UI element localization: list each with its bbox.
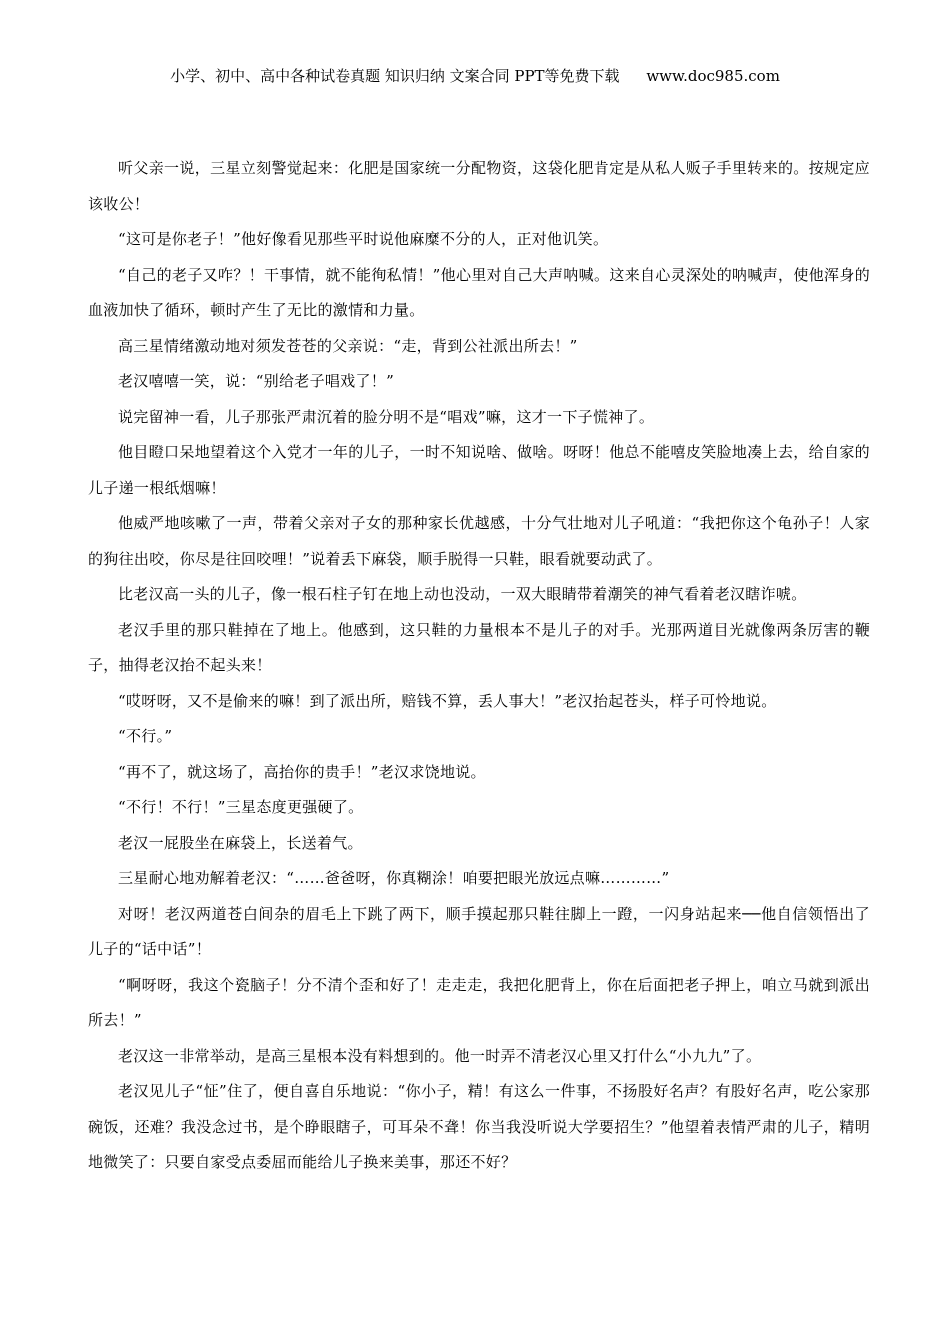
paragraph: 听父亲一说，三星立刻警觉起来：化肥是国家统一分配物资，这袋化肥肯定是从私人贩子手里转来的。按规定应该收公！ [88, 159, 870, 213]
paragraph: “哎呀呀，又不是偷来的嘛！到了派出所，赔钱不算，丢人事大！”老汉抬起苍头，样子可怜地说。 [118, 691, 777, 710]
paragraph: 高三星情绪激动地对须发苍苍的父亲说：“走，背到公社派出所去！” [118, 336, 578, 355]
paragraph: “再不了，就这场了，高抬你的贵手！”老汉求饶地说。 [118, 762, 486, 781]
paragraph: 老汉见儿子“怔”住了，便自喜自乐地说：“你小子，精！有这么一件事，不扬股好名声？有股好名声，吃公家那碗饭，还难？我没念过书，是个睁眼瞎子，可耳朵不聋！你当我没听说大学要招生？”他望着表情严肃的儿子，精明地微笑了：只要自家受点委屈而能给儿子换来美事，那还不好？ [88, 1082, 870, 1171]
article-body [88, 151, 870, 1181]
header-url[interactable]: www.doc985.com [646, 67, 780, 85]
paragraph: 他目瞪口呆地望着这个入党才一年的儿子，一时不知说啥、做啥。呀呀！他总不能嘻皮笑脸地凑上去，给自家的儿子递一根纸烟嘛！ [88, 443, 870, 497]
paragraph: 老汉手里的那只鞋掉在了地上。他感到，这只鞋的力量根本不是儿子的对手。光那两道目光就像两条厉害的鞭子，抽得老汉抬不起头来！ [88, 620, 870, 674]
paragraph: 老汉一屁股坐在麻袋上，长送着气。 [118, 833, 363, 852]
paragraph: “不行。” [118, 727, 173, 745]
paragraph: 对呀！老汉两道苍白间杂的眉毛上下跳了两下，顺手摸起那只鞋往脚上一蹬，一闪身站起来──他自信领悟出了儿子的“话中话”！ [88, 904, 870, 958]
page-header [0, 66, 950, 86]
paragraph: 三星耐心地劝解着老汉：“……爸爸呀，你真糊涂！咱要把眼光放远点嘛…………” [118, 869, 670, 887]
header-text: 小学、初中、高中各种试卷真题 知识归纳 文案合同 PPT等免费下载 [170, 67, 620, 85]
paragraph: 老汉嘻嘻一笑，说：“别给老子唱戏了！” [118, 372, 395, 390]
paragraph: 老汉这一非常举动，是高三星根本没有料想到的。他一时弄不清老汉心里又打什么“小九九”了。 [118, 1046, 762, 1065]
paragraph: “不行！不行！”三星态度更强硬了。 [118, 798, 364, 816]
paragraph: 他威严地咳嗽了一声，带着父亲对子女的那种家长优越感，十分气壮地对儿子吼道：“我把你这个龟孙子！人家的狗往出咬，你尽是往回咬哩！”说着丢下麻袋，顺手脱得一只鞋，眼看就要动武了。 [88, 514, 870, 568]
paragraph: “这可是你老子！”他好像看见那些平时说他麻糜不分的人，正对他讥笑。 [118, 230, 609, 248]
paragraph: “自己的老子又咋？！干事情，就不能徇私情！”他心里对自己大声呐喊。这来自心灵深处的呐喊声，使他浑身的血液加快了循环，顿时产生了无比的激情和力量。 [88, 265, 870, 319]
paragraph: 比老汉高一头的儿子，像一根石柱子钉在地上动也没动，一双大眼睛带着潮笑的神气看着老汉瞎诈唬。 [118, 585, 807, 603]
paragraph: “啊呀呀，我这个瓷脑子！分不清个歪和好了！走走走，我把化肥背上，你在后面把老子押上，咱立马就到派出所去！” [88, 975, 870, 1029]
paragraph: 说完留神一看，儿子那张严肃沉着的脸分明不是“唱戏”嘛，这才一下子慌神了。 [118, 407, 655, 426]
